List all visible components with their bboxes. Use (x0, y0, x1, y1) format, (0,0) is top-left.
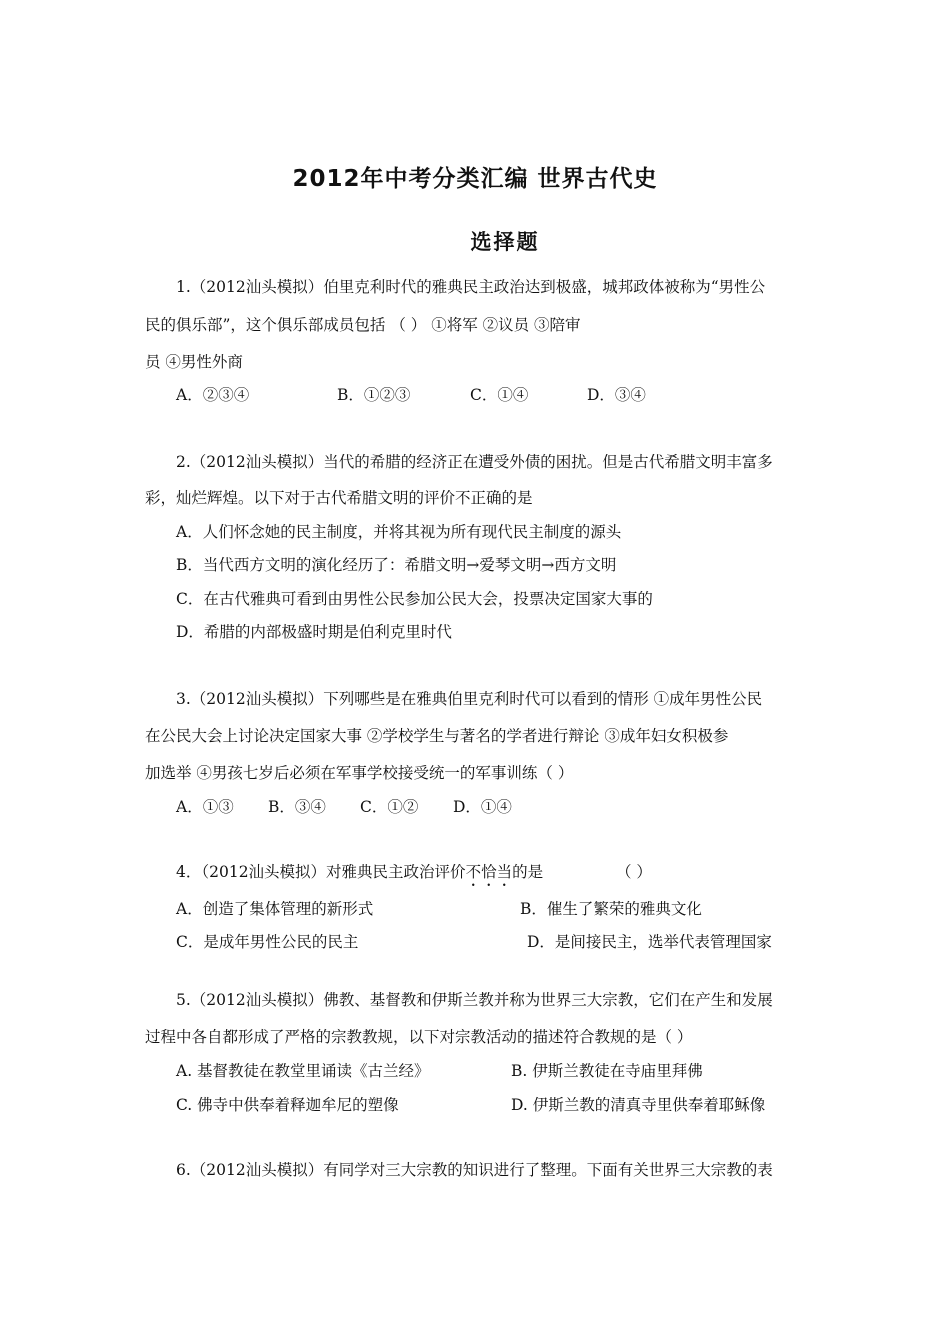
question-2-option-b: B．当代西方文明的演化经历了：希腊文明→爱琴文明→西方文明 (176, 556, 617, 574)
question-1-stem-line-1: 1.（2012汕头模拟）伯里克利时代的雅典民主政治达到极盛，城邦政体被称为“男性公 (176, 278, 766, 296)
question-4-option-b: B．催生了繁荣的雅典文化 (520, 900, 702, 918)
question-1-option-a: A．②③④ (176, 386, 250, 404)
question-3-option-b: B．③④ (268, 798, 326, 816)
question-5-stem-line-2: 过程中各自都形成了严格的宗教教规，以下对宗教活动的描述符合教规的是（ ） (145, 1028, 693, 1046)
question-1-option-d: D．③④ (587, 386, 646, 404)
question-3-option-c: C．①② (360, 798, 419, 816)
question-2-option-d: D．希腊的内部极盛时期是伯利克里时代 (176, 623, 452, 641)
question-1-stem-line-3: 员 ④男性外商 (145, 353, 243, 371)
question-4-option-c: C．是成年男性公民的民主 (176, 933, 359, 951)
question-6-stem-line-1: 6.（2012汕头模拟）有同学对三大宗教的知识进行了整理。下面有关世界三大宗教的表 (176, 1161, 773, 1179)
question-5-option-b: B. 伊斯兰教徒在寺庙里拜佛 (511, 1062, 703, 1080)
question-4-option-a: A．创造了集体管理的新形式 (176, 900, 374, 918)
question-5-option-d: D. 伊斯兰教的清真寺里供奉着耶稣像 (511, 1096, 766, 1114)
question-2-option-c: C．在古代雅典可看到由男性公民参加公民大会，投票决定国家大事的 (176, 590, 653, 608)
question-5-stem-line-1: 5.（2012汕头模拟）佛教、基督教和伊斯兰教并称为世界三大宗教，它们在产生和发展 (176, 991, 773, 1009)
question-1-stem-line-2: 民的俱乐部”，这个俱乐部成员包括 （ ） ①将军 ②议员 ③陪审 (145, 316, 581, 334)
question-5-option-c: C. 佛寺中供奉着释迦牟尼的塑像 (176, 1096, 399, 1114)
question-1-option-b: B．①②③ (337, 386, 411, 404)
question-2-stem-line-1: 2.（2012汕头模拟）当代的希腊的经济正在遭受外债的困扰。但是古代希腊文明丰富多 (176, 453, 773, 471)
question-4-stem-prefix: 4．（2012汕头模拟）对雅典民主政治评价 (176, 863, 466, 881)
question-4-emphasis: 不恰当 (465, 863, 513, 881)
question-5-option-a: A. 基督教徒在教堂里诵读《古兰经》 (176, 1062, 430, 1080)
document-title: 2012年中考分类汇编 世界古代史 (292, 166, 658, 192)
question-4-stem-suffix: 的是 (512, 863, 544, 881)
question-3-stem-line-1: 3.（2012汕头模拟）下列哪些是在雅典伯里克利时代可以看到的情形 ①成年男性公民 (176, 690, 763, 708)
question-2-option-a: A．人们怀念她的民主制度，并将其视为所有现代民主制度的源头 (176, 523, 622, 541)
section-heading: 选择题 (470, 230, 540, 254)
question-3-stem-line-3: 加选举 ④男孩七岁后必须在军事学校接受统一的军事训练（ ） (145, 764, 574, 782)
question-3-option-d: D．①④ (453, 798, 512, 816)
question-4-option-d: D．是间接民主，选举代表管理国家 (527, 933, 772, 951)
question-3-stem-line-2: 在公民大会上讨论决定国家大事 ②学校学生与著名的学者进行辩论 ③成年妇女积极参 (145, 727, 729, 745)
question-4-answer-paren: （ ） (616, 863, 652, 881)
question-4-stem (176, 862, 543, 890)
question-1-option-c: C．①④ (470, 386, 529, 404)
question-2-stem-line-2: 彩，灿烂辉煌。以下对于古代希腊文明的评价不正确的是 (145, 489, 533, 507)
question-3-option-a: A．①③ (176, 798, 234, 816)
